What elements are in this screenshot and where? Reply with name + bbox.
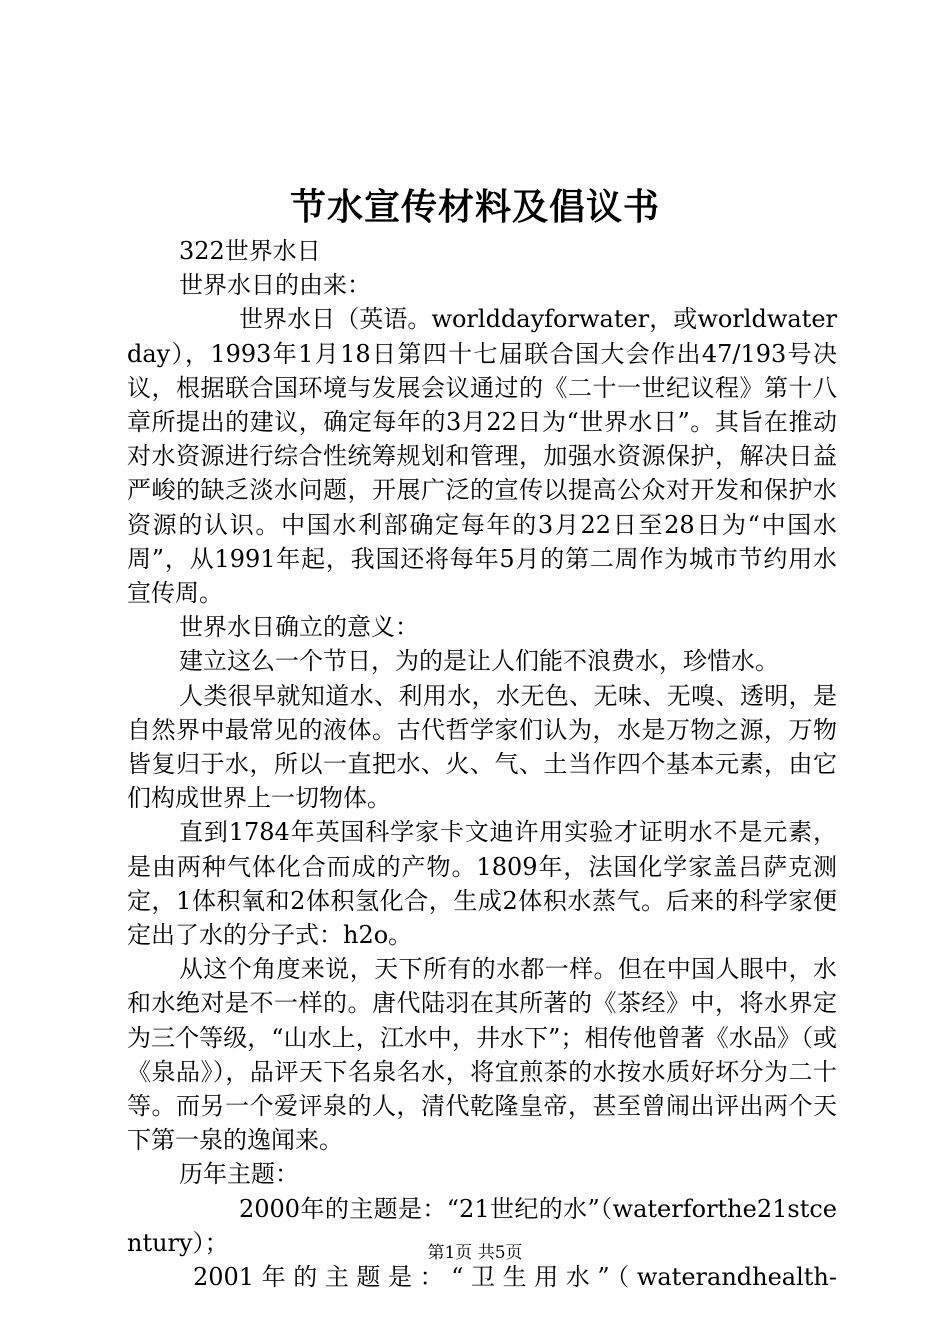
paragraph-water-science: 直到1784年英国科学家卡文迪许用实验才证明水不是元素，是由两种气体化合而成的产物。1809年，法国化学家盖吕萨克测定，1体积氧和2体积氢化合，生成2体积水蒸气。后来的科学家便定出了水的分子式：h2o。 xyxy=(127,818,837,950)
paragraph-water-culture: 从这个角度来说，天下所有的水都一样。但在中国人眼中，水和水绝对是不一样的。唐代陆羽在其所著的《茶经》中，将水界定为三个等级，“山水上，江水中，井水下”；相传他曾著《水品》（或《泉品》），品评天下名泉名水，将宜煎茶的水按水质好坏分为二十等。而另一个爱评泉的人，清代乾隆皇帝，甚至曾闹出评出两个天下第一泉的逸闻来。 xyxy=(127,955,837,1155)
paragraph-water-history: 人类很早就知道水、利用水，水无色、无味、无嗅、透明，是自然界中最常见的液体。古代哲学家们认为，水是万物之源，万物皆复归于水，所以一直把水、火、气、土当作四个基本元素，由它们构成世界上一切物体。 xyxy=(127,681,837,813)
paragraph-significance-text: 建立这么一个节日，为的是让人们能不浪费水，珍惜水。 xyxy=(179,647,779,676)
paragraph-significance-heading: 世界水日确立的意义： xyxy=(179,613,419,642)
paragraph-world-water-day: 322世界水日 xyxy=(179,237,321,265)
paragraph-origin-text: 世界水日（英语。worlddayforwater，或worldwaterday），1993年1月18日第四十七届联合国大会作出47/193号决议，根据联合国环境与发展会议通过的《二十一世纪议程》第十八章所提出的建议，确定每年的3月22日为“世界水日”。其旨在推动对水资源进行综合性统筹规划和管理，加强水资源保护，解决日益严峻的缺乏淡水问题，开展广泛的宣传以提高公众对开发和保护水资源的认识。中国水利部确定每年的3月22日至28日为“中国水周”，从1991年起，我国还将每年5月的第二周作为城市节约用水宣传周。 xyxy=(127,305,837,608)
paragraph-theme-2000: 2000年的主题是：“21世纪的水”（waterforthe21stcentury）； xyxy=(127,1194,837,1257)
paragraph-origin-heading: 世界水日的由来： xyxy=(179,271,371,300)
document-body xyxy=(127,234,837,1294)
paragraph-themes-heading: 历年主题： xyxy=(179,1160,299,1189)
document-title: 节水宣传材料及倡议书 xyxy=(289,186,660,228)
page-number-footer: 第1页 共5页 xyxy=(427,1243,523,1263)
paragraph-theme-2001: 2001年的主题是：“卫生用水”（waterandhealth- xyxy=(193,1263,837,1292)
